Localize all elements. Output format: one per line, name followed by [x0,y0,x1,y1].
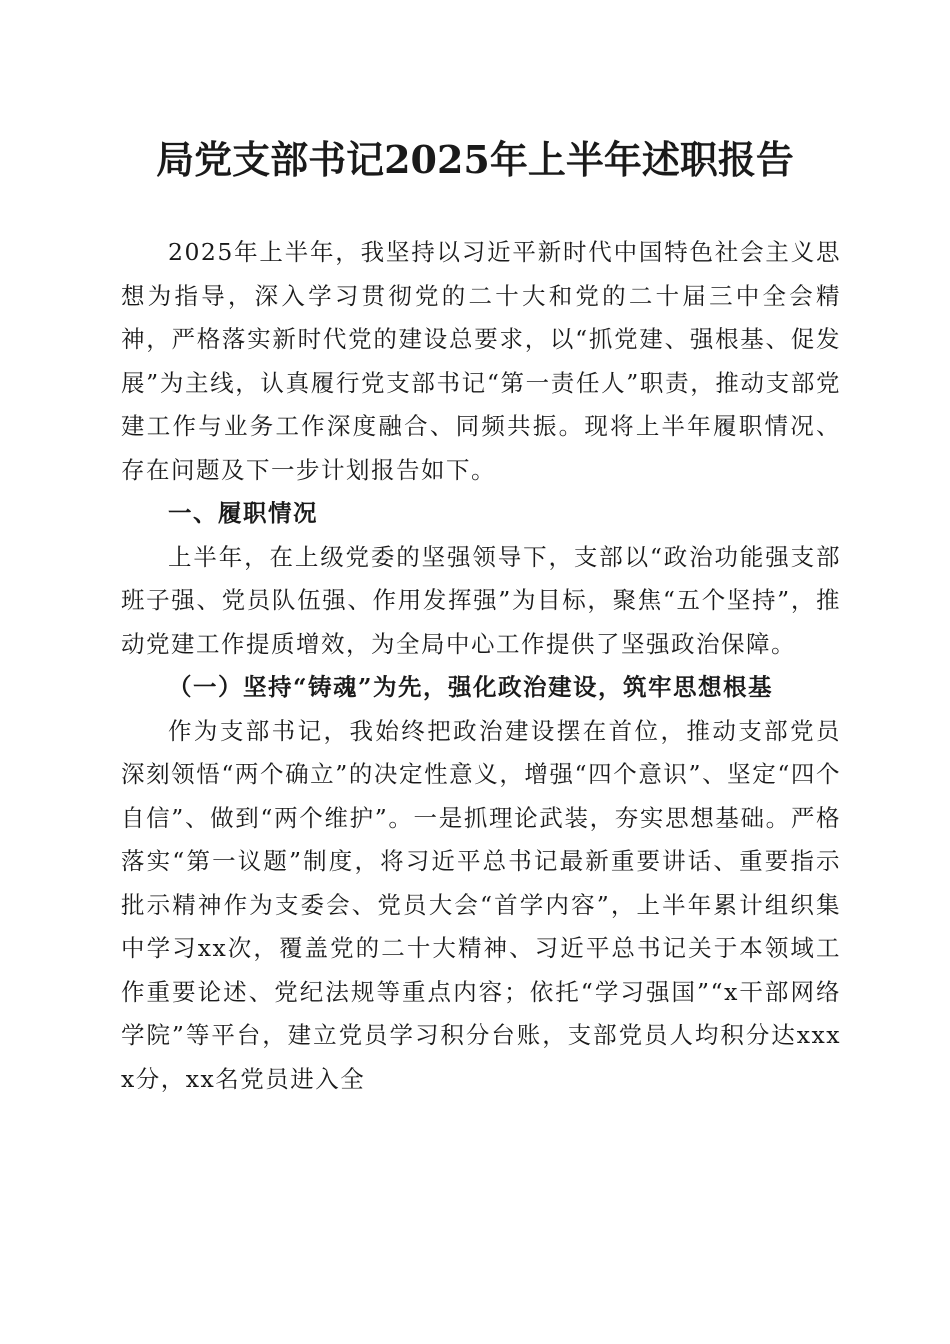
document-body [121,231,841,1101]
subsection-body-paragraph: 作为支部书记，我始终把政治建设摆在首位，推动支部党员深刻领悟“两个确立”的决定性意义，增强“四个意识”、坚定“四个自信”、做到“两个维护”。一是抓理论武装，夯实思想基础。严格落实“第一议题”制度，将习近平总书记最新重要讲话、重要指示批示精神作为支委会、党员大会“首学内容”，上半年累计组织集中学习xx次，覆盖党的二十大精神、习近平总书记关于本领域工作重要论述、党纪法规等重点内容；依托“学习强国”“x干部网络学院”等平台，建立党员学习积分台账，支部党员人均积分达xxxx分，xx名党员进入全 [121,716,841,1093]
section-heading-performance: 一、履职情况 [168,499,318,527]
subsection-heading-political: （一）坚持“铸魂”为先，强化政治建设，筑牢思想根基 [168,673,774,701]
section-summary-paragraph: 上半年，在上级党委的坚强领导下，支部以“政治功能强支部班子强、党员队伍强、作用发挥强”为目标，聚焦“五个坚持”，推动党建工作提质增效，为全局中心工作提供了坚强政治保障。 [121,542,841,658]
intro-paragraph: 2025年上半年，我坚持以习近平新时代中国特色社会主义思想为指导，深入学习贯彻党的二十大和党的二十届三中全会精神，严格落实新时代党的建设总要求，以“抓党建、强根基、促发展”为主线，认真履行党支部书记“第一责任人”职责，推动支部党建工作与业务工作深度融合、同频共振。现将上半年履职情况、存在问题及下一步计划报告如下。 [121,238,841,484]
document-title: 局党支部书记2025年上半年述职报告 [156,137,794,182]
